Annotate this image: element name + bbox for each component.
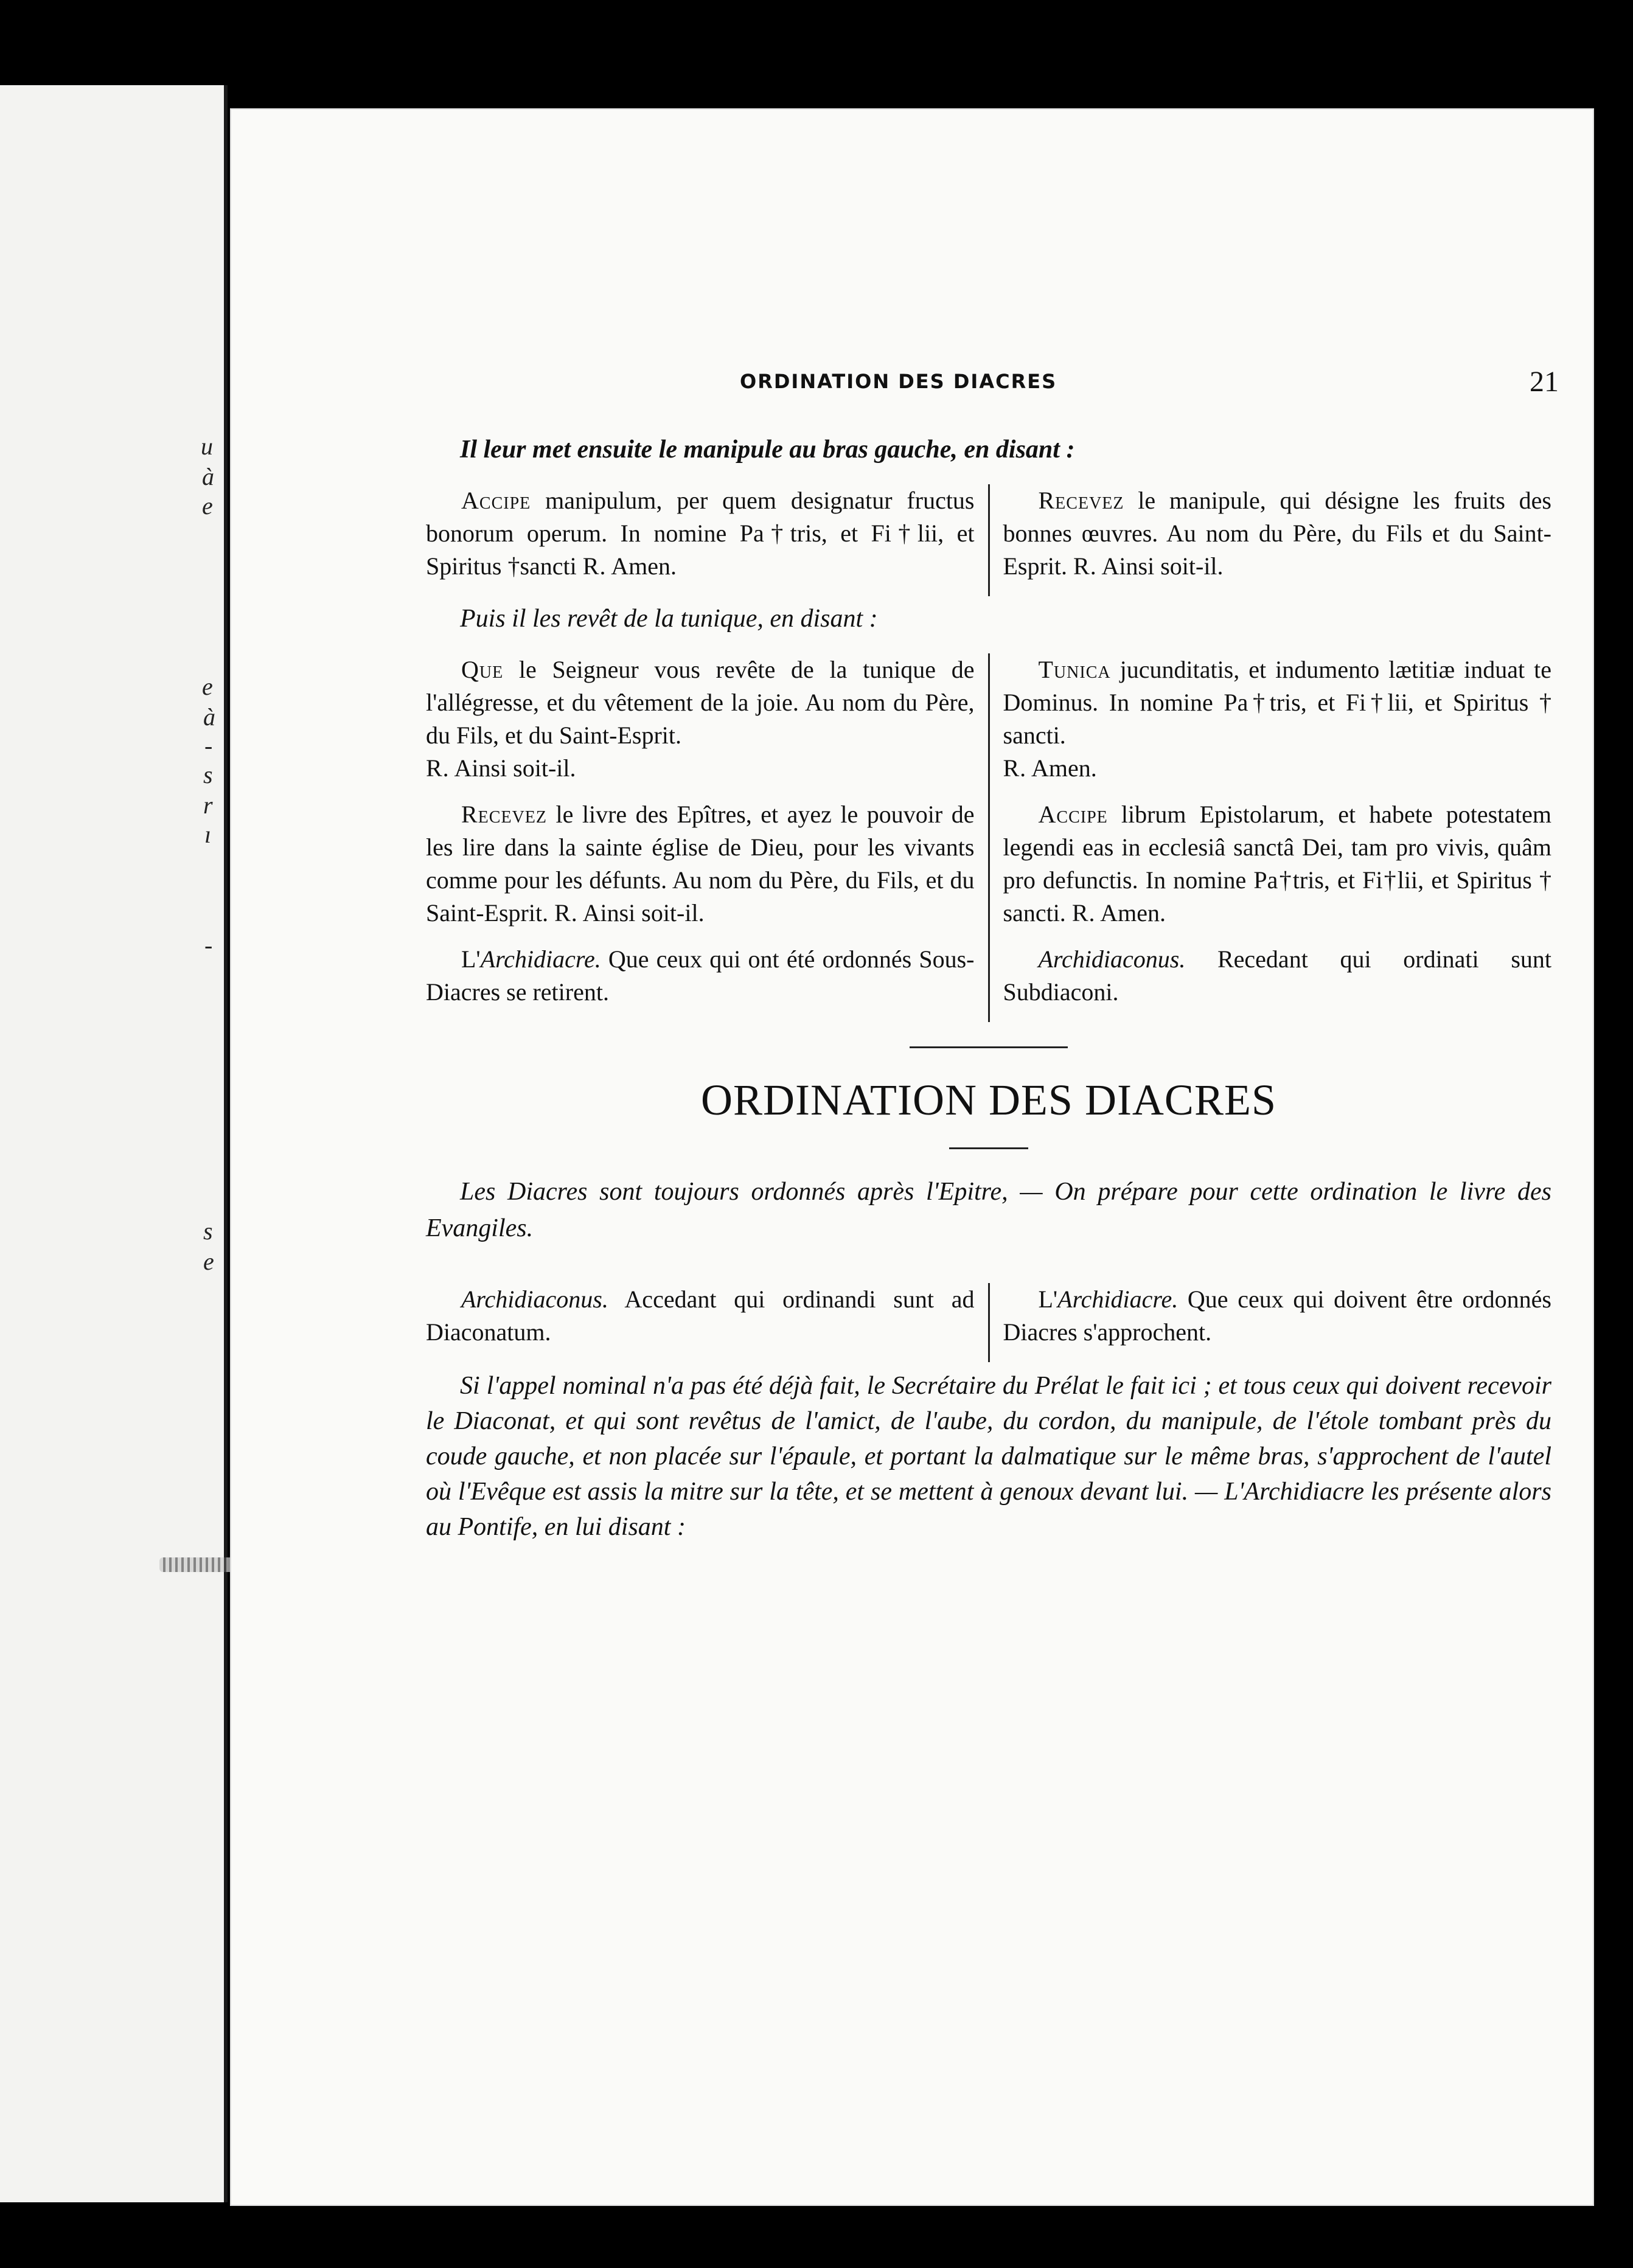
archidiacre-french xyxy=(1003,1283,1552,1349)
response-text: Amen. xyxy=(606,552,677,580)
epitres-latin xyxy=(1003,798,1552,930)
heading-rule xyxy=(949,1147,1028,1149)
speaker-name: Archidiaconus. xyxy=(461,1285,608,1313)
running-title: ORDINATION DES DIACRES xyxy=(740,370,1057,393)
french-column xyxy=(1003,1283,1552,1362)
response-mark: R. xyxy=(1003,754,1027,782)
epitres-french xyxy=(426,798,975,930)
speaker-article: L' xyxy=(1038,1285,1058,1313)
speaker-name: Archidiacre. xyxy=(480,945,601,973)
column-divider xyxy=(988,653,990,1022)
tunique-columns xyxy=(426,653,1551,1022)
left-fragment: à xyxy=(202,463,214,490)
left-page-edge xyxy=(0,85,228,2202)
paragraph-text: jucunditatis, et indumento lætitiæ induat te Dominus. In nomine Pa†tris, et Fi†lii, et Spiritus † sancti. xyxy=(1003,656,1551,749)
rubric-manipule: Il leur met ensuite le manipule au bras gauche, en disant : xyxy=(460,436,1075,464)
paragraph-text: le Seigneur vous revête de la tunique de l'allégresse, et du vêtement de la joie. Au nom du Père, du Fils, et du Saint-Esprit. xyxy=(426,656,975,749)
speaker-name: Archidiaconus. xyxy=(1038,945,1186,973)
response-text: Ainsi soit-il. xyxy=(1096,552,1224,580)
paragraph-text: librum Epistolarum, et habete potestatem legendi eas in ecclesiâ sanctâ Dei, tam pro vivis, quâm pro defunctis. In nomine Pa†tris, et Fi†lii, et Spiritus † sancti. xyxy=(1003,801,1551,927)
paragraph-text: Que ceux qui doivent être ordonnés Diacres s'approchent. xyxy=(1003,1285,1551,1346)
latin-column xyxy=(426,1283,975,1362)
column-divider xyxy=(988,1283,990,1362)
latin-column xyxy=(426,484,975,596)
archidiacre-french xyxy=(426,943,975,1009)
speaker-name: Archidiacre. xyxy=(1057,1285,1179,1313)
response-mark: R. xyxy=(1071,899,1096,927)
left-fragment: e xyxy=(202,673,213,700)
left-fragment: - xyxy=(204,732,213,759)
paragraph-text: le manipule, qui désigne les fruits des bonnes œuvres. Au nom du Père, du Fils et du Saint-Esprit. xyxy=(1003,487,1551,580)
initial-word: Recevez xyxy=(1038,487,1124,514)
left-fragment: à xyxy=(203,703,215,731)
response-text: Amen. xyxy=(1095,899,1166,927)
manipule-french xyxy=(1003,484,1552,583)
paragraph-text: le livre des Epîtres, et ayez le pouvoir de les lire dans la sainte église de Dieu, pour les vivants comme pour les défunts. Au nom du Père, du Fils, et du Saint-Esprit. xyxy=(426,801,975,927)
french-column xyxy=(1003,484,1552,596)
rubric-tunique: Puis il les revêt de la tunique, en disant : xyxy=(460,605,878,633)
archidiaconus-latin xyxy=(1003,943,1552,1009)
response-mark: R. xyxy=(426,754,450,782)
final-rubric: Si l'appel nominal n'a pas été déjà fait, le Secrétaire du Prélat le fait ici ; et tous ceux qui doivent recevoir le Diaconat, et qui sont revêtus de l'amict, de l'aube, du cordon, du manipule, de l'étole tombant près du coude gauche, et non placée sur l'épaule, et portant la dalmatique sur le même bras, s'approchent de l'autel où l'Evêque est assis la mitre sur la tête, et se mettent à genoux devant lui. — L'Archidiacre les présente alors au Pontife, en lui disant : xyxy=(426,1372,1551,1541)
page-number: 21 xyxy=(1530,366,1559,398)
book-page xyxy=(230,108,1594,2206)
paragraph-text: Recedant qui ordinati sunt Subdiaconi. xyxy=(1003,945,1551,1006)
manipule-columns xyxy=(426,484,1551,596)
initial-word: Recevez xyxy=(461,801,547,828)
left-fragment: - xyxy=(204,931,213,959)
left-fragment: s xyxy=(203,1217,213,1245)
archidiacre-columns xyxy=(426,1283,1551,1362)
section-rule xyxy=(910,1046,1068,1048)
left-fragment: ı xyxy=(204,821,212,848)
tunique-french xyxy=(426,653,975,785)
speaker-article: L' xyxy=(461,945,481,973)
running-head xyxy=(426,366,1559,406)
page-content xyxy=(426,366,1559,1545)
initial-word: Tunica xyxy=(1038,656,1111,683)
french-column xyxy=(426,653,975,1022)
response-mark: R. xyxy=(1073,552,1097,580)
paragraph-text: manipulum, per quem designatur fructus bonorum operum. In nomine Pa†tris, et Fi†lii, et Spiritus †sancti xyxy=(426,487,975,580)
left-fragment: e xyxy=(203,1248,214,1275)
response-text: Amen. xyxy=(1026,754,1097,782)
left-fragment: s xyxy=(203,761,213,788)
manipule-latin xyxy=(426,484,975,583)
paragraph-text: Que ceux qui ont été ordonnés Sous-Diacres se retirent. xyxy=(426,945,975,1006)
paragraph-text: Accedant qui ordinandi sunt ad Diaconatum. xyxy=(426,1285,975,1346)
response-mark: R. xyxy=(582,552,607,580)
response-text: Ainsi soit-il. xyxy=(577,899,705,927)
initial-word: Accipe xyxy=(461,487,531,514)
latin-column xyxy=(1003,653,1552,1022)
intro-rubric: Les Diacres sont toujours ordonnés après l'Epitre, — On prépare pour cette ordination le livre des Evangiles. xyxy=(426,1178,1551,1242)
response-text: Ainsi soit-il. xyxy=(449,754,576,782)
column-divider xyxy=(988,484,990,596)
left-fragment: r xyxy=(203,791,213,819)
initial-word: Que xyxy=(461,656,504,683)
tunique-latin xyxy=(1003,653,1552,785)
response-mark: R. xyxy=(554,899,578,927)
section-heading: ORDINATION DES DIACRES xyxy=(700,1076,1276,1124)
left-fragment: u xyxy=(201,433,213,460)
left-fragment: e xyxy=(202,492,213,520)
initial-word: Accipe xyxy=(1038,801,1108,828)
archidiaconus-latin xyxy=(426,1283,975,1349)
